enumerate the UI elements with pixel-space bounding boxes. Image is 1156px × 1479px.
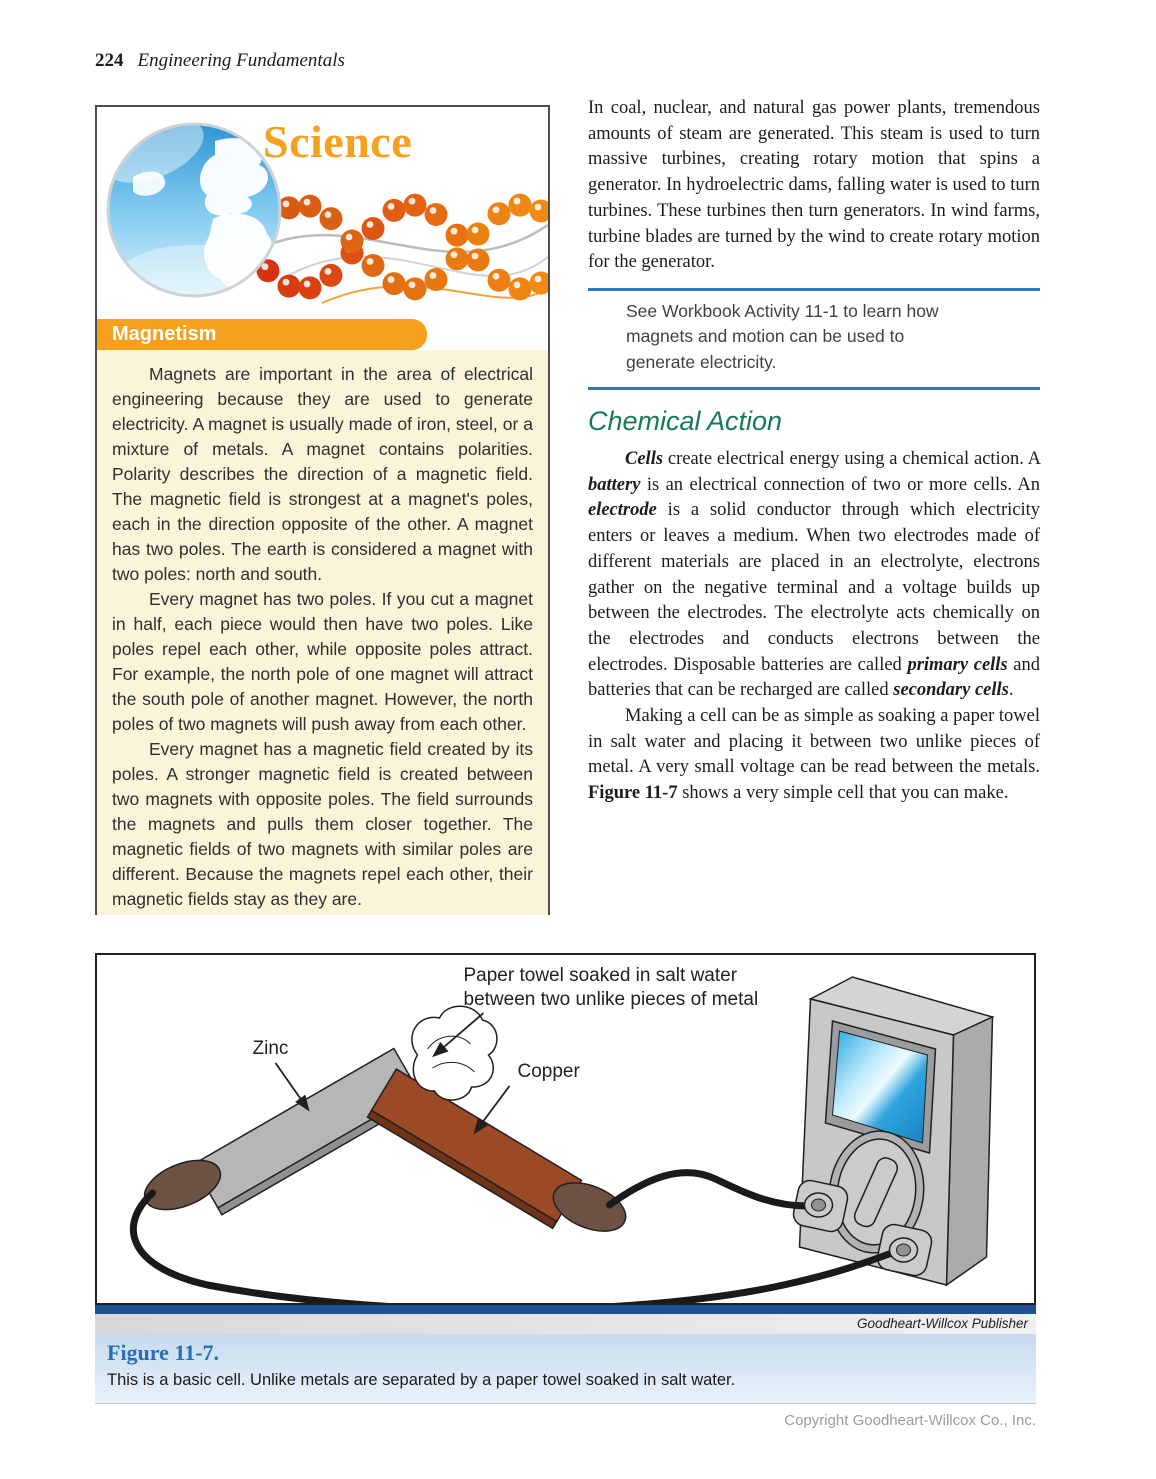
label-paper-towel-line1: Paper towel soaked in salt water (463, 965, 738, 986)
label-zinc: Zinc (252, 1038, 289, 1059)
decorative-curve (247, 225, 548, 255)
book-title: Engineering Fundamentals (137, 50, 345, 71)
science-body (97, 350, 548, 915)
science-paragraph-2: Every magnet has two poles. If you cut a magnet in half, each piece would then have two poles. Like poles repel each other, while opposite poles attract. For example, the north pole of one magnet will attract the south pole of another magnet. However, the north poles of two magnets will push away from each other. (112, 589, 533, 735)
science-header (97, 107, 548, 319)
science-paragraph-1: Magnets are important in the area of electrical engineering because they are used to generate electricity. A magnet is usually made of iron, steel, or a mixture of metals. A magnet contains polarities. Polarity describes the direction of a magnetic field. The magnetic field is strongest at a magnet's poles, each in the direction opposite of the other. A magnet has two poles. The earth is considered a magnet with two poles: north and south. (112, 364, 533, 585)
intro-paragraph: In coal, nuclear, and natural gas power plants, tremendous amounts of steam are generated. This steam is used to turn massive turbines, creating rotary motion that spins a generator. In hydroelectric dams, falling water is used to turn turbines. These turbines then turn generators. In wind farms, turbine blades are turned by the wind to create rotary motion for the generator. (588, 98, 1040, 273)
multimeter (791, 977, 992, 1285)
terminal-post-bottom (890, 1238, 918, 1262)
science-paragraph-3: Every magnet has a magnetic field created by its poles. A stronger magnetic field is created between two magnets with opposite poles. The field surrounds the magnets and pulls them closer together. The magnetic fields of two magnets with similar poles are different. Because the magnets repel each other, their magnetic fields stay as they are. (112, 739, 533, 910)
science-title: Science (263, 116, 413, 167)
page-header (95, 50, 345, 72)
figure-caption-text: This is a basic cell. Unlike metals are separated by a paper towel soaked in salt water. (107, 1371, 736, 1389)
figure-caption-title: Figure 11-7. (107, 1340, 220, 1365)
magnetism-banner-label: Magnetism (112, 323, 217, 345)
figure-11-7 (95, 953, 1036, 1404)
copyright-notice: Copyright Goodheart-Willcox Co., Inc. (784, 1412, 1036, 1429)
label-paper-towel-line2: between two unlike pieces of metal (463, 989, 759, 1010)
section-heading-chemical-action: Chemical Action (588, 406, 783, 437)
wire-copper-to-meter (610, 1173, 812, 1206)
label-copper: Copper (517, 1061, 580, 1082)
zinc-strip (193, 1049, 423, 1215)
figure-divider-bar (95, 1305, 1036, 1314)
workbook-callout (588, 288, 1040, 390)
figure-caption (95, 1334, 1036, 1404)
magnetism-banner (97, 319, 427, 350)
figure-canvas (95, 953, 1036, 1305)
page-number: 224 (95, 50, 124, 71)
terminal-post-top (805, 1193, 833, 1217)
workbook-note: See Workbook Activity 11-1 to learn how magnets and motion can be used to generate electricity. (626, 300, 939, 372)
science-sidebar (95, 105, 550, 915)
globe-icon (97, 107, 280, 305)
making-cell-paragraph: Making a cell can be as simple as soaking a paper towel in salt water and placing it between two unlike pieces of metal. A very small voltage can be read between the metals. Figure 11-7 shows a very simple cell that you can make. (588, 706, 1040, 804)
paper-towel (412, 1006, 497, 1100)
basic-cell-diagram (97, 955, 1034, 1303)
figure-credit: Goodheart-Willcox Publisher (95, 1314, 1036, 1334)
wire-zinc-to-meter (133, 1193, 897, 1303)
cells-paragraph: Cells create electrical energy using a chemical action. A battery is an electrical connection of two or more cells. An electrode is a solid conductor through which electricity enters or leaves a medium. When two electrodes made of different materials are placed in an electrolyte, electrons gather on the negative terminal and a voltage builds up between the electrodes. The electrolyte acts chemically on the electrodes and conducts electrons between the electrodes. Disposable batteries are called primary cells and batteries that can be recharged are called secondary cells. (588, 449, 1040, 701)
copper-strip (367, 1069, 581, 1228)
main-column (588, 96, 1040, 807)
